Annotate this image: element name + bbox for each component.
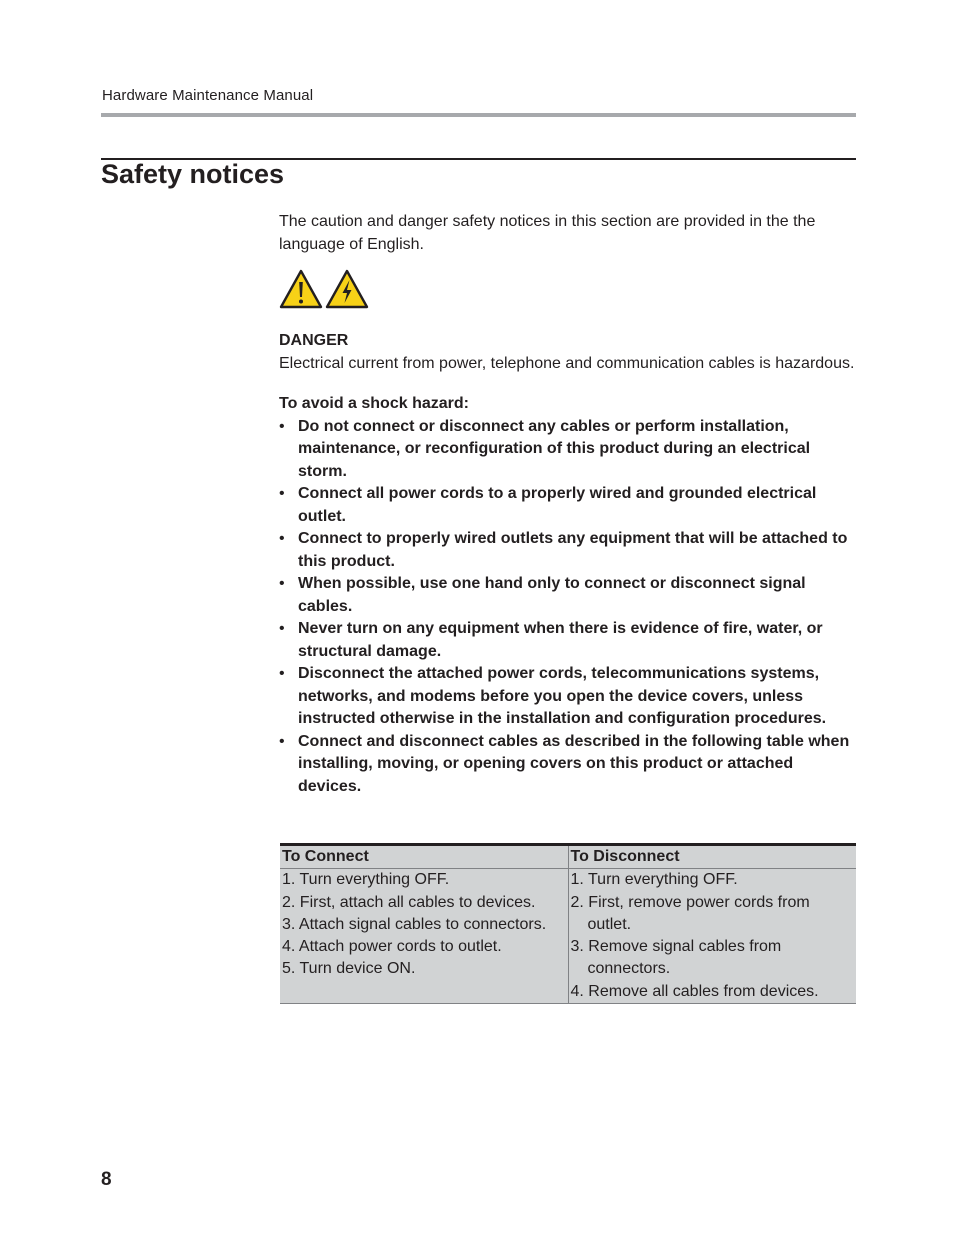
bullet: •: [279, 665, 285, 682]
page-title: Safety notices: [101, 159, 285, 189]
connect-steps: [282, 869, 566, 980]
table-row: [280, 869, 856, 1004]
list-item: 4. Attach power cords to outlet.: [282, 938, 502, 956]
avoid-shock-title: To avoid a shock hazard:: [279, 395, 469, 412]
page-number: 8: [101, 1169, 112, 1190]
list-item: 1. Turn everything OFF.: [570, 871, 738, 889]
caution-exclamation-icon: [279, 269, 323, 309]
disconnect-steps: [571, 869, 855, 1003]
connect-steps-cell: [280, 869, 568, 1004]
list-item: 4. Remove all cables from devices.: [570, 982, 819, 1000]
safety-rules-list: [279, 416, 859, 799]
rule-text: Connect and disconnect cables as described in the following table when installing, moving, or opening covers on this product or attached devices.: [298, 732, 850, 795]
bullet: •: [279, 620, 285, 637]
bullet: •: [279, 417, 285, 435]
electrical-hazard-icon: [325, 269, 369, 309]
list-item: 2. First, attach all cables to devices.: [282, 893, 536, 911]
danger-text: Electrical current from power, telephone and communication cables is hazardous.: [279, 354, 855, 372]
rule-text: Connect to properly wired outlets any equipment that will be attached to this product.: [298, 530, 848, 570]
column-header-disconnect: To Disconnect: [568, 845, 856, 869]
list-item: [279, 573, 859, 618]
list-item: 3. Remove signal cables from connectors.: [570, 938, 782, 978]
list-item: [279, 528, 859, 573]
bullet: •: [279, 732, 285, 750]
list-item: [279, 416, 859, 484]
bullet: •: [279, 530, 285, 547]
bullet: •: [279, 575, 285, 592]
rule-text: When possible, use one hand only to connect or disconnect signal cables.: [298, 575, 806, 615]
rule-text: Do not connect or disconnect any cables or perform installation, maintenance, or reconfiguration of this product during an electrical storm.: [298, 417, 811, 480]
list-item: [279, 731, 859, 799]
rule-text: Never turn on any equipment when there is evidence of fire, water, or structural damage.: [298, 620, 823, 660]
list-item: [279, 663, 859, 731]
list-item: [279, 483, 859, 528]
list-item: 5. Turn device ON.: [282, 960, 416, 978]
header-rule: [101, 113, 856, 117]
list-item: [279, 618, 859, 663]
list-item: 3. Attach signal cables to connectors.: [282, 915, 547, 933]
hazard-icons: [279, 269, 859, 311]
running-header: Hardware Maintenance Manual: [102, 87, 314, 104]
rule-text: Disconnect the attached power cords, telecommunications systems, networks, and modems before you open the device covers, unless instructed otherwise in the installation and configuration procedures.: [298, 665, 827, 727]
danger-label: DANGER: [279, 332, 349, 349]
content: [279, 211, 859, 798]
list-item: 2. First, remove power cords from outlet.: [570, 893, 810, 933]
table-header-row: [280, 845, 856, 869]
rule-text: Connect all power cords to a properly wired and grounded electrical outlet.: [298, 485, 817, 525]
column-header-connect: To Connect: [280, 845, 568, 869]
list-item: 1. Turn everything OFF.: [282, 871, 450, 889]
connect-disconnect-table: [280, 843, 856, 1004]
bullet: •: [279, 485, 285, 502]
disconnect-steps-cell: [568, 869, 856, 1004]
intro-paragraph: The caution and danger safety notices in this section are provided in the the language of English.: [279, 213, 816, 253]
